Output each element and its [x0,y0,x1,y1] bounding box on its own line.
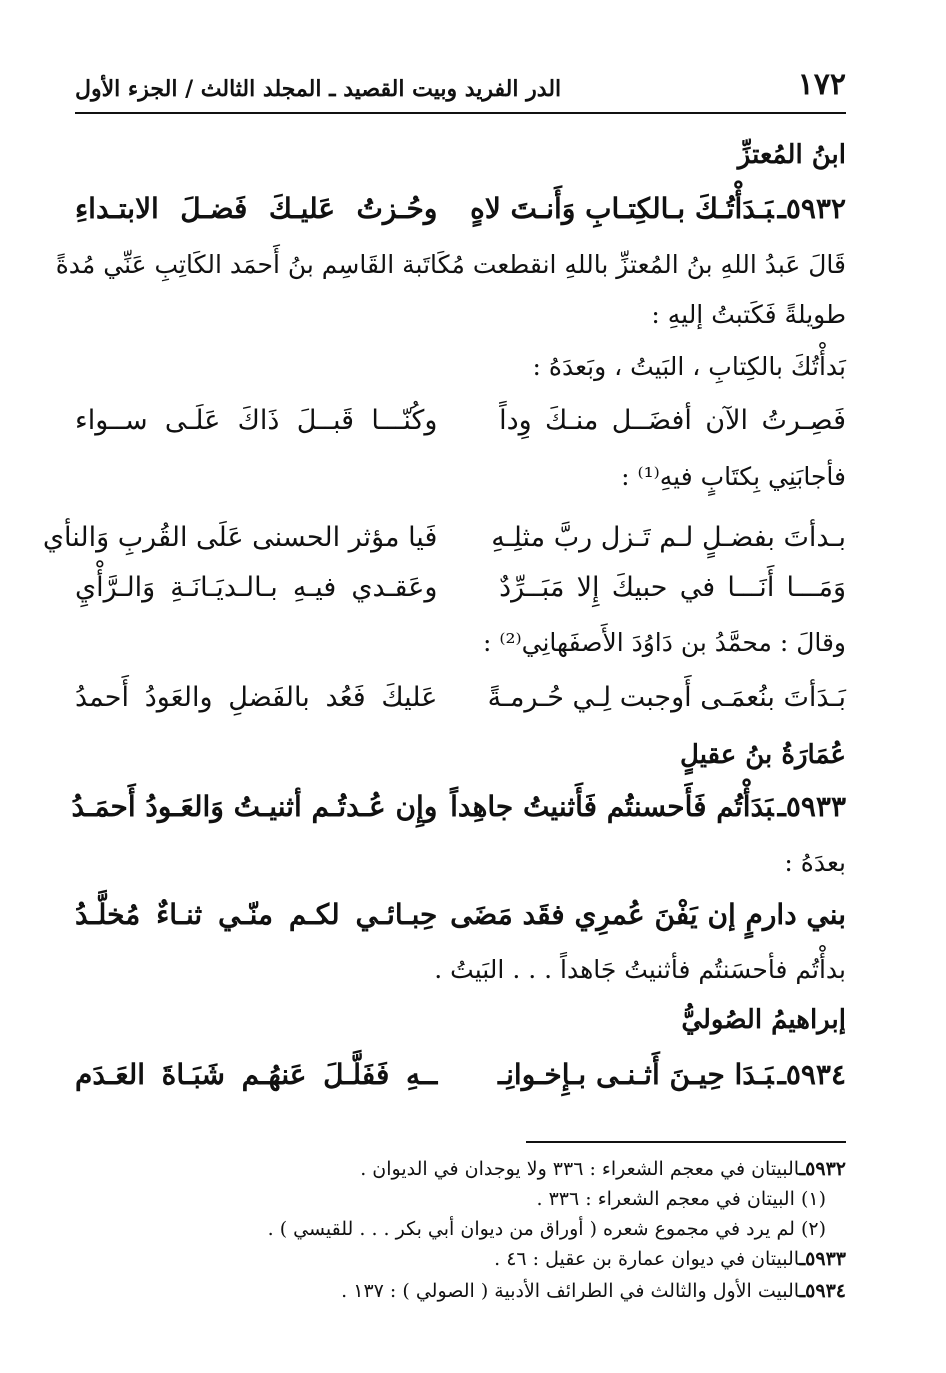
first-hemistich: وَمَـــا أَنَـــا في حبيكَ إِلا مَبَــرِّدٌ [499,572,846,603]
page-number: ١٧٢ [797,67,846,102]
footnote-number: ٥٩٣٤ـ [799,1280,846,1302]
footnote-text: لم يرد في مجموع شعره ( أوراق من ديوان أبي بكر . . . للقيسي ) . [267,1218,795,1240]
footnote-number: ٥٩٣٣ـ [799,1248,846,1270]
verse-number: ٥٩٣٢ـ [777,192,846,225]
verse-5933 [71,790,846,823]
footnote [75,1188,826,1210]
verse-5932-first-hemistich [470,192,846,225]
footnote-rule [526,1141,846,1143]
prose-paragraph-line: بعدَهُ : [784,848,846,877]
footnote-number: (١) [800,1188,826,1210]
second-hemistich: فَيا مؤثر الحسنى عَلَى القُربِ وَالنأي [42,522,438,553]
first-hemistich: فَصِـرتُ الآن أفضَــل منـكَ وِداً [499,405,846,436]
footnote-number: ٥٩٣٢ـ [799,1158,846,1180]
footnote [75,1248,846,1270]
footnote-text: البيتان في ديوان عمارة بن عقيل : ٤٦ . [494,1248,800,1270]
verse-5934-first-hemistich [499,1058,846,1091]
first-hemistich: بـدأتَ بفضـلٍ لـم تَـزل ربَّ مثلِـهِ [491,522,846,553]
footnote [75,1218,826,1240]
verse-5933-first-hemistich [450,790,846,823]
hemistich-text: بَدَأْتُم فَأَحسنتُم فَأَثنيتُ جاهِداً [450,790,774,823]
second-hemistich: وعَقـدي فيـهِ بـالـديَـانَـةِ وَالـرَّأْيِ [75,572,438,603]
prose-paragraph-line: طويلةً فَكَتبتُ إليهِ : [651,300,846,329]
running-head [75,62,846,102]
footnote-number: (٢) [800,1218,826,1240]
first-hemistich: بني دارمٍ إن يَفْنَ عُمرِي فقَد مَضَى [450,898,846,931]
first-hemistich: بَـدَأتَ بنُعمَـى أَوجبت لِـي حُـرمـةً [487,682,846,713]
hemistich-text: بَـدَا حِيـنَ أَثـنـى بـإِخـوانِـ [497,1058,774,1091]
second-hemistich: حِبـائـي لكـم منّـي ثنـاءٌ مُخلَّـدُ [75,898,438,931]
prose-paragraph-line: بدأْتُم فأحسَنتُم فأثنيتُ جَاهداً . . . البَيتُ . [434,955,846,984]
verse-5934 [75,1058,846,1091]
verse-number: ٥٩٣٤ـ [777,1058,846,1091]
footnote [75,1280,846,1302]
second-hemistich: وكُنّـــا قَبــلَ ذَاكَ عَلَـى ســواء [75,405,438,436]
footnote [75,1158,846,1180]
footnote-text: البيتان في معجم الشعراء : ٣٣٦ ولا يوجدان في الديوان . [360,1158,800,1180]
verse-5934-second-hemistich: ــهِ فَفَلَّـلَ عَنهُـم شَبَـاةَ العَـدَم [75,1058,438,1091]
verse-number: ٥٩٣٣ـ [777,790,846,823]
hemistich-text: بَـدَأْتُـكَ بـالكِتـابِ وَأَنـتَ لاهٍ [470,192,774,225]
verse-line [42,522,846,553]
verse-5933-second-hemistich: وإِن عُـدتُـم أثنيـتُ وَالعَـودُ أَحمَـدُ [71,790,438,823]
prose-paragraph-line: قَالَ عَبدُ اللهِ بنُ المُعتزِّ باللهِ انقطعت مُكَاتَبة القَاسِم بنُ أَحمَد الكَاتِبِ عَنِّي مُدةً [55,250,846,279]
poet-heading-al-suli: إبراهيمُ الصُوليُّ [681,1005,846,1035]
prose-paragraph-line: فأجابَنِي بِكتَابٍ فيهِ⁽¹⁾ : [621,462,846,491]
prose-paragraph-line: وقالَ : محمَّدُ بن دَاوُدَ الأَصفَهانِي⁽²⁾ : [482,628,846,657]
verse-5932-second-hemistich: وحُـزتُ عَليـكَ فَضـلَ الابتـداءِ [75,192,438,225]
verse-line [75,572,846,603]
poet-heading-umara: عُمَارَةُ بنُ عقيلٍ [680,740,846,770]
header-rule [75,112,846,114]
second-hemistich: عَليكَ فَعُد بالفَضلِ والعَودُ أَحمدُ [75,682,438,713]
footnote-text: البيت الأول والثالث في الطرائف الأدبية ( الصولي ) : ١٣٧ . [341,1280,800,1302]
verse-line [75,898,846,931]
verse-5932 [75,192,846,225]
running-title: الدر الفريد وبيت القصيد ـ المجلد الثالث / الجزء الأول [75,76,562,102]
verse-line [75,682,846,713]
poet-heading-ibn-al-mutazz: ابنُ المُعتزِّ [737,140,846,170]
footnote-text: البيتان في معجم الشعراء : ٣٣٦ . [536,1188,795,1210]
verse-line [75,405,846,436]
prose-paragraph-line: بَدأْتُكَ بالكِتابِ ، البَيتُ ، وبَعدَهُ : [532,352,846,381]
